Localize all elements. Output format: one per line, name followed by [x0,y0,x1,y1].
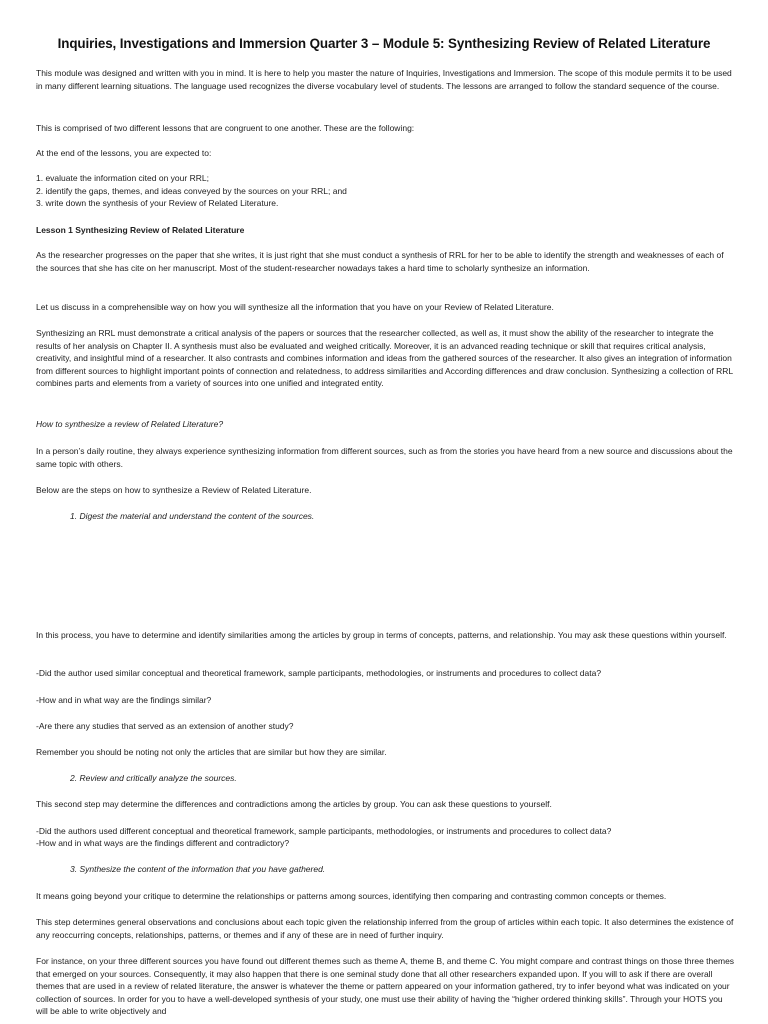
comprised-paragraph: This is comprised of two different lessons that are congruent to one another. These are the following: [36,123,415,133]
step-1-heading: 1. Digest the material and understand the content of the sources. [70,511,315,521]
instance-paragraph: For instance, on your three different sources you have found out different themes such as theme A, theme B, and theme C. You might compare and contrast things on those three themes that emerged on your sources. Consequently, it may also happen that there is one seminal study done that all other researchers expanded upon. If you will to ask if there are overall themes that are used in a review of related literature, the answer is whatever the theme or pattern appeared on your information gathered, try to infer beyond what was indicated on your collection of sources. In order for you to have a well-developed synthesis of your study, one must use their ability of having the “higher ordered thinking skills”. Through your HOTS you will be able to write objectively and [36,956,735,1016]
daily-routine-paragraph: In a person’s daily routine, they always experience synthesizing information from different sources, such as from the stories you have heard from a new source and discussions about the same topic with others. [36,446,733,469]
objective-item: 2. identify the gaps, themes, and ideas conveyed by the sources on your RRL; and [36,185,347,196]
objectives-list [36,172,736,210]
step-2-heading: 2. Review and critically analyze the sources. [70,773,237,783]
objective-item: 3. write down the synthesis of your Review of Related Literature. [36,198,279,208]
question-4: -Did the authors used different conceptual and theoretical framework, sample participants, methodologies, or instruments and procedures to collect data? [36,826,612,836]
question-5: -How and in what ways are the findings different and contradictory? [36,838,290,848]
step-3-heading: 3. Synthesize the content of the information that you have gathered. [70,864,326,874]
process-paragraph: In this process, you have to determine and identify similarities among the articles by group in terms of concepts, patterns, and relationship. You may ask these questions within yourself. [36,630,727,640]
question-1: -Did the author used similar conceptual and theoretical framework, sample participants, methodologies, or instruments and procedures to collect data? [36,668,602,678]
general-observations-paragraph: This step determines general observations and conclusions about each topic given the relationship inferred from the group of articles within each topic. It also determines the existence of any reoccurring concepts, relationships, patterns, or themes and if any of these are in need of further inquiry. [36,917,734,940]
researcher-paragraph: As the researcher progresses on the paper that she writes, it is just right that she must conduct a synthesis of RRL for her to be able to identify the strength and weaknesses of each of the sources that she has cite on her manuscript. Most of the student-researcher nowadays takes a hard time to scholarly synthesize an information. [36,250,724,273]
remember-paragraph: Remember you should be noting not only the articles that are similar but how they are similar. [36,747,387,757]
how-to-heading: How to synthesize a review of Related Literature? [36,419,224,429]
synthesis-paragraph: Synthesizing an RRL must demonstrate a critical analysis of the papers or sources that the researcher collected, as well as, it must show the ability of the researcher to integrate the results of her analysis on Chapter II. A synthesis must also be evaluated and weighed critically. Moreover, it is an advanced reading technique or skill that requires critical analysis, creativity, and insightful mind of a researcher. It also contrasts and combines information and ideas from the gathered sources of the researcher. It also gives an integration of information from different sources to highlight important points of connection and relatedness, to address similarities and According differences and draw conclusion. Synthesizing a collection of RRL combines parts and elements from a variety of sources into one unified and integrated entity. [36,328,733,388]
expected-paragraph: At the end of the lessons, you are expected to: [36,148,212,158]
question-2: -How and in what way are the findings similar? [36,695,212,705]
intro-paragraph: This module was designed and written with you in mind. It is here to help you master the nature of Inquiries, Investigations and Immersion. The scope of this module permits it to be used in many different learning situations. The language used recognizes the diverse vocabulary level of students. The lessons are arranged to follow the standard sequence of the course. [36,68,732,91]
objective-item: 1. evaluate the information cited on your RRL; [36,173,209,183]
document-title: Inquiries, Investigations and Immersion Quarter 3 – Module 5: Synthesizing Review of Related Literature [57,36,711,51]
discuss-paragraph: Let us discuss in a comprehensible way on how you will synthesize all the information that you have on your Review of Related Literature. [36,302,554,312]
steps-intro-paragraph: Below are the steps on how to synthesize a Review of Related Literature. [36,485,312,495]
question-3: -Are there any studies that served as an extension of another study? [36,721,294,731]
second-step-paragraph: This second step may determine the differences and contradictions among the articles by group. You can ask these questions to yourself. [36,799,552,809]
lesson-heading: Lesson 1 Synthesizing Review of Related Literature [36,225,245,235]
beyond-paragraph: It means going beyond your critique to determine the relationships or patterns among sources, identifying then comparing and contrasting common concepts or themes. [36,891,667,901]
